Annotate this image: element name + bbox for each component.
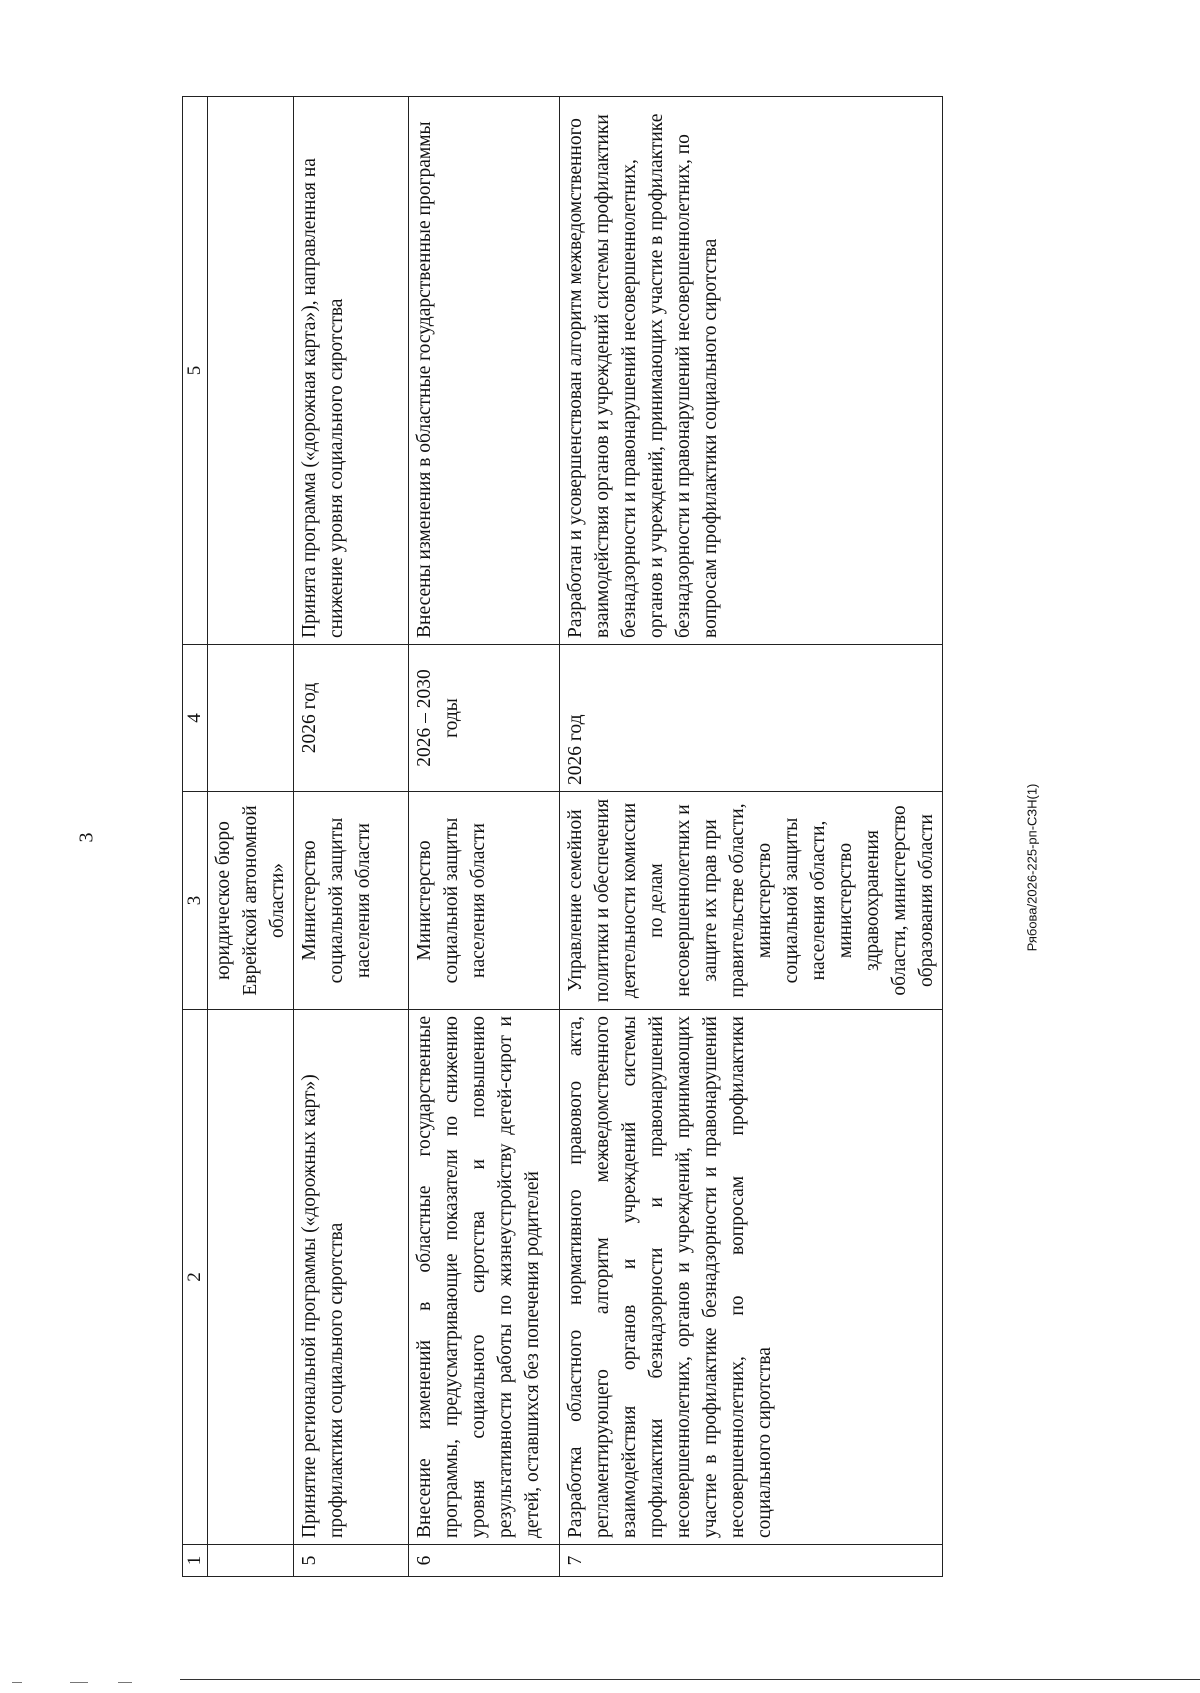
document-code: Рябова/2026-225-рп-СЗН(1) [1024, 783, 1040, 952]
cell-num: 5 [294, 1545, 409, 1577]
cell-result: Разработан и усовершенствован алгоритм межведомственного взаимодействия органов и учреждений системы профилактики безнадзорности и правонарушений несовершеннолетних, органов и учреждений, принимающих участие в профилактике безнадзорности и правонарушений несовершеннолетних, по вопросам профилактики социального сиротства [560, 97, 943, 645]
cell-term: 2026 – 2030 годы [409, 645, 560, 792]
rotated-table-container [182, 97, 1014, 1577]
cell-term: 2026 год [294, 645, 409, 792]
header-cell: 1 [183, 1545, 208, 1577]
table-row-continuation [208, 97, 294, 1577]
cell-measure: Внесение изменений в областные государственные программы, предусматривающие показатели по снижению уровня социального сиротства и повышению результативности работы по жизнеустройству детей-сирот и детей, оставшихся без попечения родителей [409, 1010, 560, 1545]
header-cell: 3 [183, 792, 208, 1010]
scan-marks [0, 1682, 180, 1690]
bottom-divider [180, 1679, 1200, 1680]
cell-measure: Разработка областного нормативного правового акта, регламентирующего алгоритм межведомственного взаимодействия органов и учреждений системы профилактики безнадзорности и правонарушений несовершеннолетних, органов и учреждений, принимающих участие в профилактике безнадзорности и правонарушений несовершеннолетних, по вопросам профилактики социального сиротства [560, 1010, 943, 1545]
cell-num: 7 [560, 1545, 943, 1577]
cell-result [208, 97, 294, 645]
cell-result: Внесены изменения в областные государственные программы [409, 97, 560, 645]
table-header-row [183, 97, 208, 1577]
cell-executor: Министерство социальной защиты населения области [294, 792, 409, 1010]
cell-term [208, 645, 294, 792]
cell-result: Принята программа («дорожная карта»), направленная на снижение уровня социального сиротства [294, 97, 409, 645]
page-number: 3 [75, 832, 98, 843]
header-cell: 5 [183, 97, 208, 645]
cell-executor: Управление семейной политики и обеспечения деятельности комиссии по делам несовершеннолетних и защите их прав при правительстве области, министерство социальной защиты населения области, министерство здравоохранения области, министерство образования области [560, 792, 943, 1010]
table-row [560, 97, 943, 1577]
cell-term: 2026 год [560, 645, 943, 792]
table-row [409, 97, 560, 1577]
cell-num [208, 1545, 294, 1577]
cell-num: 6 [409, 1545, 560, 1577]
cell-executor: юридическое бюро Еврейской автономной области» [208, 792, 294, 1010]
cell-measure [208, 1010, 294, 1545]
header-cell: 2 [183, 1010, 208, 1545]
cell-measure: Принятие региональной программы («дорожных карт») профилактики социального сиротства [294, 1010, 409, 1545]
header-cell: 4 [183, 645, 208, 792]
cell-executor: Министерство социальной защиты населения области [409, 792, 560, 1010]
table-row [294, 97, 409, 1577]
measures-table [182, 96, 943, 1577]
